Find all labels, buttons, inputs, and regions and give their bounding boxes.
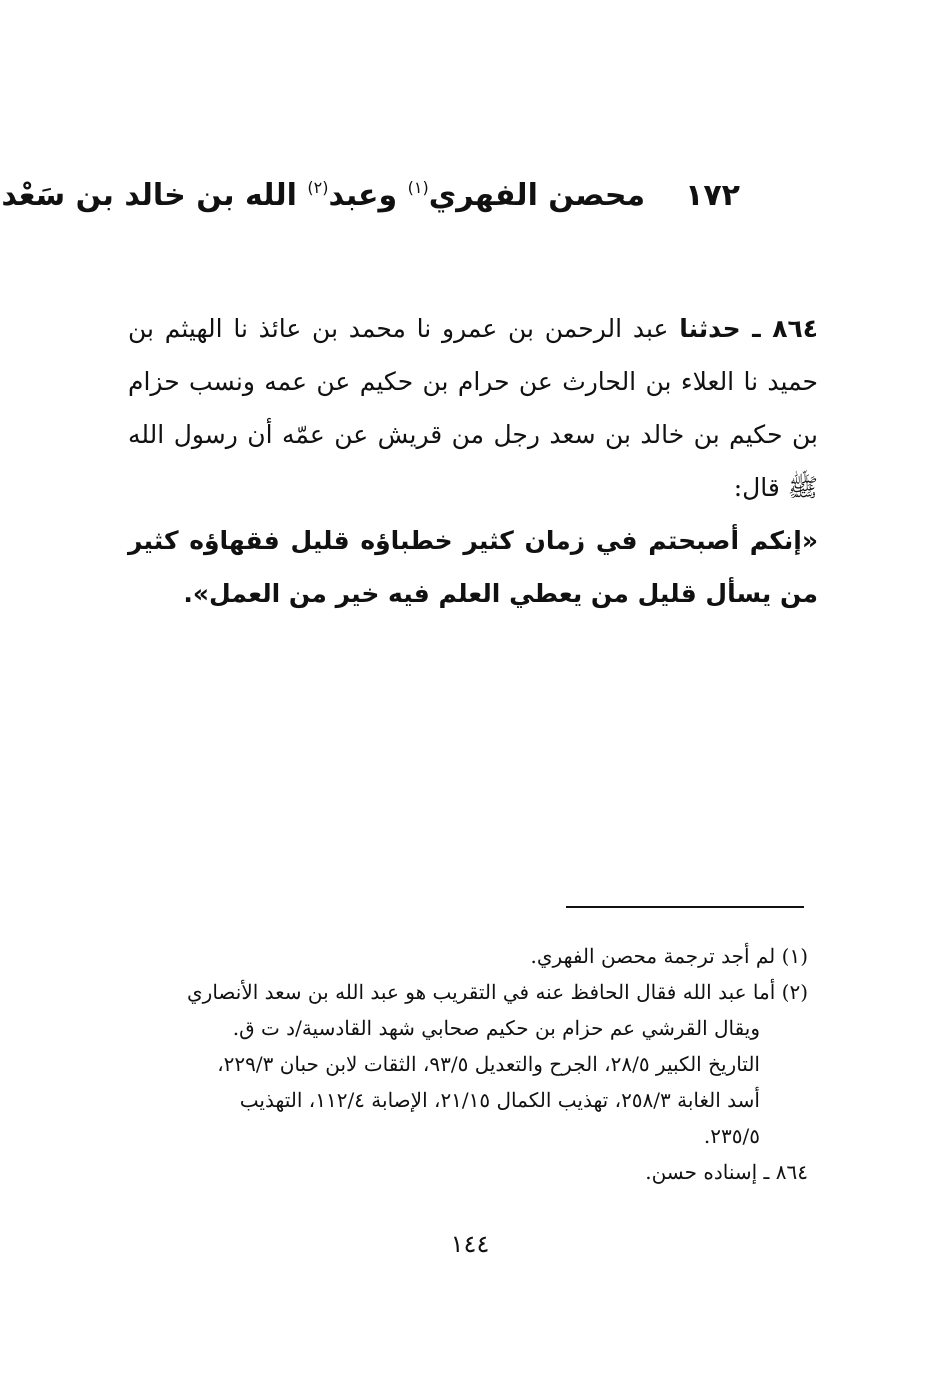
footnote-2-line2: ويقال القرشي عم حزام بن حكيم صحابي شهد القادسية/د ت ق. <box>232 1016 760 1040</box>
footnote-ref-2: (٢) <box>307 178 329 197</box>
heading-name-part1: محصن الفهري <box>428 178 646 213</box>
footnotes <box>128 938 808 1190</box>
footnote-2-line1: (٢) أما عبد الله فقال الحافظ عنه في التقريب هو عبد الله بن سعد الأنصاري <box>187 980 808 1004</box>
section-number: ١٧٢ <box>685 178 740 213</box>
hadith-chain: عبد الرحمن بن عمرو نا محمد بن عائذ نا الهيثم بن حميد نا العلاء بن الحارث عن حرام بن حكيم عن عمه ونسب حزام بن حكيم بن خالد بن سعد رجل من قريش عن عمّه أن رسول الله ﷺ قال: <box>128 314 818 502</box>
hadith-lead: ٨٦٤ ـ حدثنا <box>679 314 818 343</box>
footnote-2-line5: ٢٣٥/٥. <box>703 1124 760 1148</box>
footnote-divider <box>566 906 804 908</box>
footnote-1: (١) لم أجد ترجمة محصن الفهري. <box>530 944 808 968</box>
hadith-isnad <box>128 302 818 514</box>
footnote-2-line3: التاريخ الكبير ٢٨/٥، الجرح والتعديل ٩٣/٥، الثقات لابن حبان ٢٢٩/٣، <box>217 1052 760 1076</box>
heading-name-part3: الله بن خالد بن سَعْد <box>1 178 308 213</box>
page-number: ١٤٤ <box>450 1230 490 1258</box>
section-heading <box>1 158 740 226</box>
footnote-864: ٨٦٤ ـ إسناده حسن. <box>645 1160 808 1184</box>
heading-name-part2: وعبد <box>328 178 408 213</box>
hadith-text: «إنكم أصبحتم في زمان كثير خطباؤه قليل فقهاؤه كثير من يسأل قليل من يعطي العلم فيه خير من العمل». <box>128 526 818 608</box>
footnote-2-line4: أسد الغابة ٢٥٨/٣، تهذيب الكمال ٢١/١٥، الإصابة ١١٢/٤، التهذيب <box>239 1088 760 1112</box>
hadith-block <box>128 302 818 620</box>
footnote-ref-1: (١) <box>407 178 429 197</box>
